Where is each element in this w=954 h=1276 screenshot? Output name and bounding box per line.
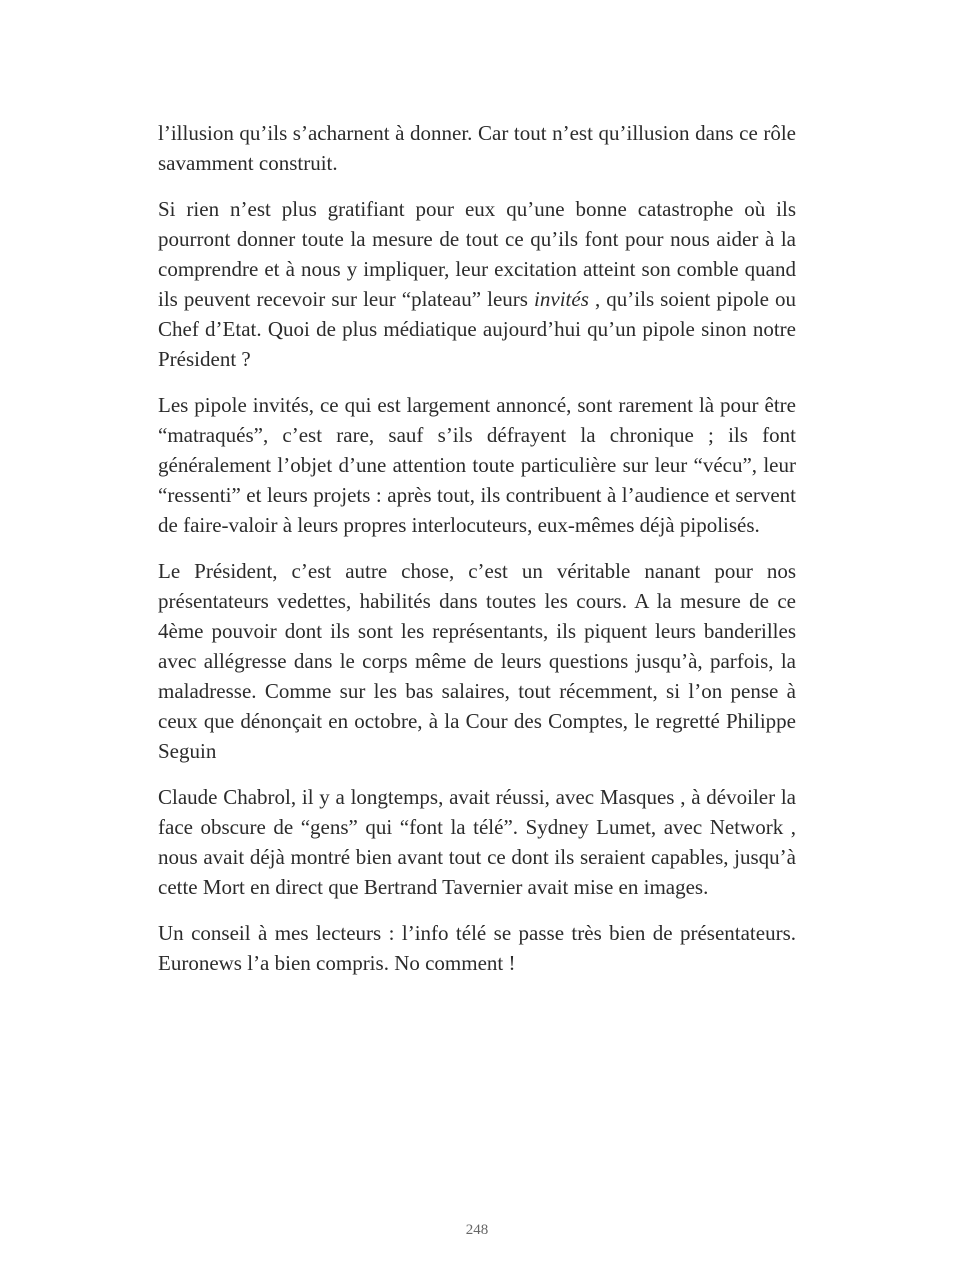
paragraph-text: Le Président, c’est autre chose, c’est un véritable nanant pour nos présentateurs vedettes, habilités dans toutes les cours. A la mesure de ce 4ème pouvoir dont ils sont les représentants, ils piquent leurs banderilles avec allégresse dans le corps même de leurs questions jusqu’à, parfois, la maladresse. Comme sur les bas salaires, tout récemment, si l’on pense à ceux que dénonçait en octobre, à la Cour des Comptes, le regretté Philippe Seguin — [158, 559, 796, 763]
italic-text: invités — [534, 287, 589, 311]
paragraph — [158, 782, 796, 902]
paragraph-text: l’illusion qu’ils s’acharnent à donner. Car tout n’est qu’illusion dans ce rôle savamment construit. — [158, 121, 796, 175]
paragraph-text: , qu’ils soient pipole ou Chef d’Etat. Quoi de plus médiatique aujourd’hui qu’un pipole sinon notre Président ? — [158, 287, 796, 371]
paragraph-text: Un conseil à mes lecteurs : l’info télé se passe très bien de présentateurs. Euronews l’a bien compris. No comment ! — [158, 921, 796, 975]
paragraph-text: Claude Chabrol, il y a longtemps, avait réussi, avec Masques , à dévoiler la face obscure de “gens” qui “font la télé”. Sydney Lumet, avec Network , nous avait déjà montré bien avant tout ce dont ils seraient capables, jusqu’à cette Mort en direct que Bertrand Tavernier avait mise en images. — [158, 785, 796, 899]
paragraph-text: Si rien n’est plus gratifiant pour eux qu’une bonne catastrophe où ils pourront donner toute la mesure de tout ce qu’ils font pour nous aider à la comprendre et à nous y impliquer, leur excitation atteint son comble quand ils peuvent recevoir sur leur “plateau” leurs — [158, 197, 796, 311]
paragraph — [158, 918, 796, 978]
page-number: 248 — [465, 1222, 489, 1238]
body-text — [158, 118, 796, 994]
paragraph — [158, 390, 796, 540]
paragraph — [158, 118, 796, 178]
paragraph — [158, 194, 796, 374]
paragraph — [158, 556, 796, 766]
paragraph-text: Les pipole invités, ce qui est largement annoncé, sont rarement là pour être “matraqués”, c’est rare, sauf s’ils défrayent la chronique ; ils font généralement l’objet d’une attention toute particulière sur leur “vécu”, leur “ressenti” et leurs projets : après tout, ils contribuent à l’audience et servent de faire-valoir à leurs propres interlocuteurs, eux-mêmes déjà pipolisés. — [158, 393, 796, 537]
